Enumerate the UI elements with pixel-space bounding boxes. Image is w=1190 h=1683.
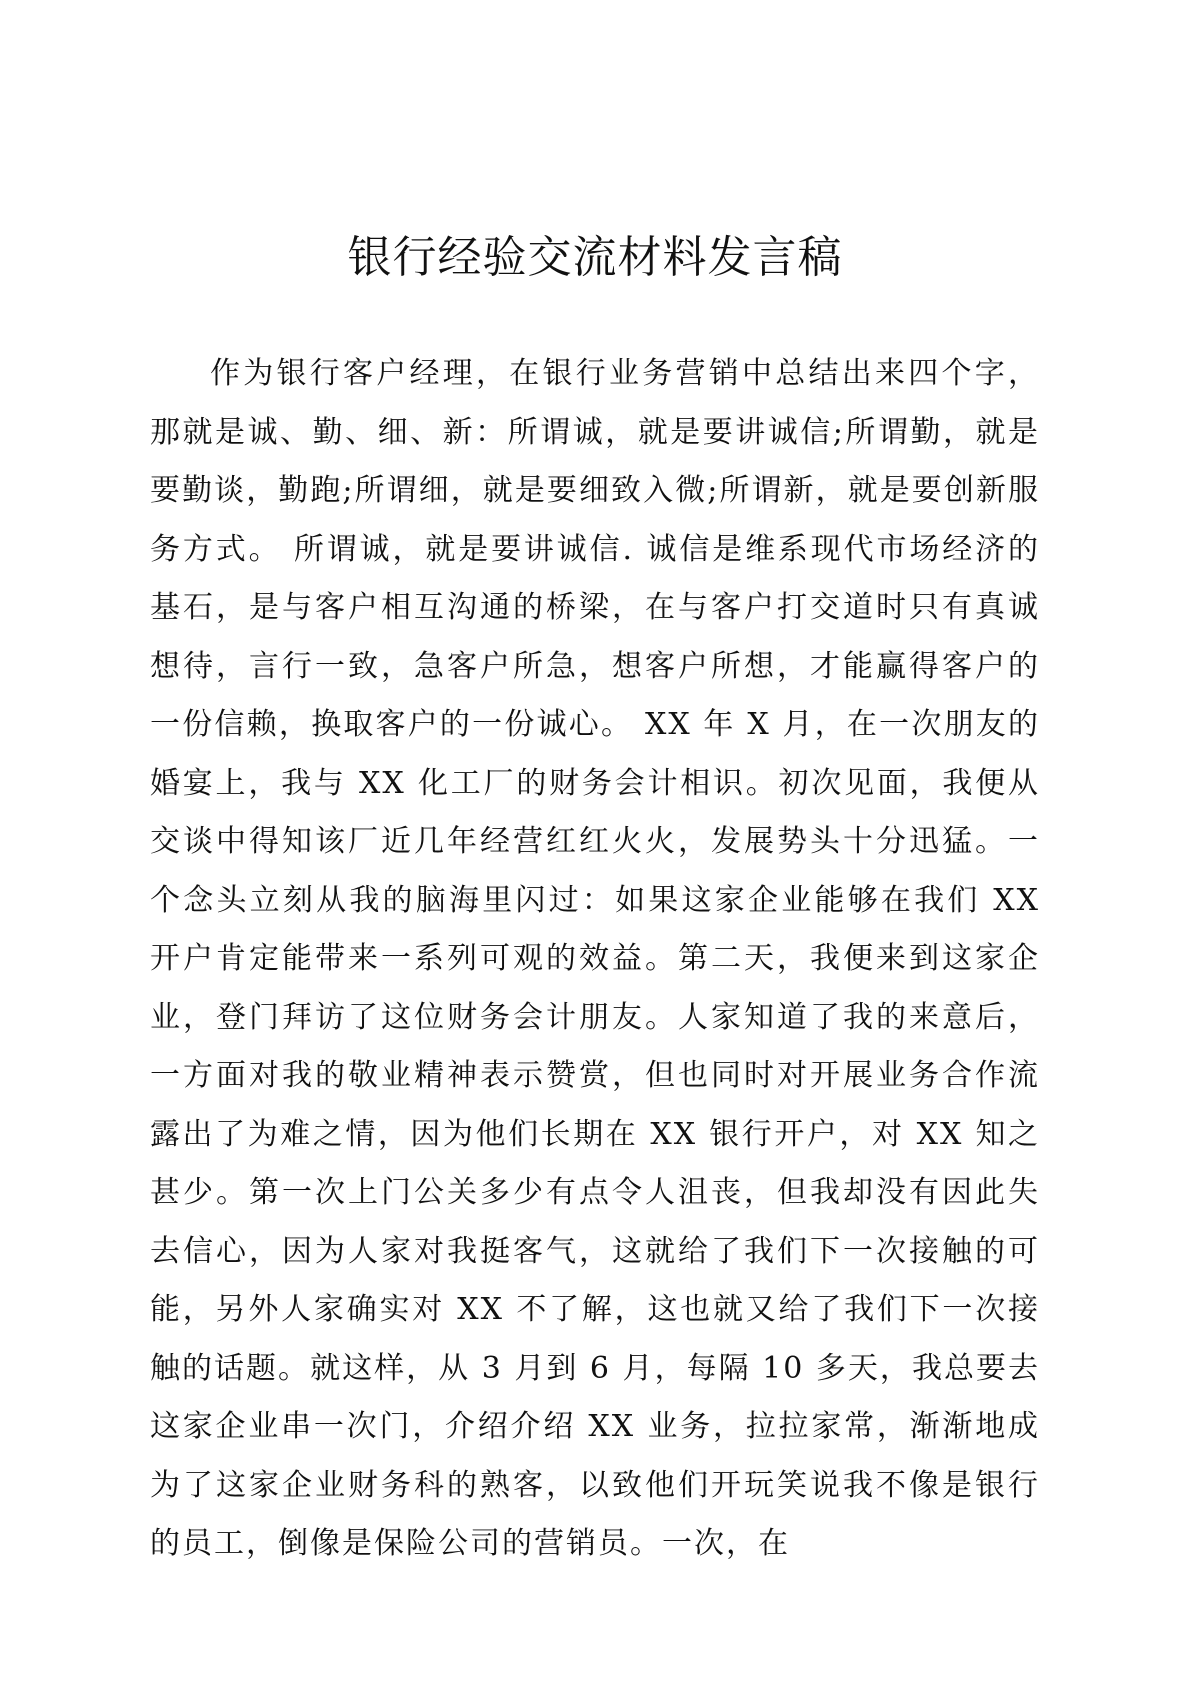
body-paragraph: 作为银行客户经理，在银行业务营销中总结出来四个字，那就是诚、勤、细、新：所谓诚，就是要讲诚信;所谓勤，就是要勤谈，勤跑;所谓细，就是要细致入微;所谓新，就是要创新服务方式。 所谓诚，就是要讲诚信. 诚信是维系现代市场经济的基石，是与客户相互沟通的桥梁，在与客户打交道时只有真诚想待，言行一致，急客户所急，想客户所想，才能赢得客户的一份信赖，换取客户的一份诚心。 XX 年 X 月，在一次朋友的婚宴上，我与 XX 化工厂的财务会计相识。初次见面，我便从交谈中得知该厂近几年经营红红火火，发展势头十分迅猛。一个念头立刻从我的脑海里闪过：如果这家企业能够在我们 XX 开户肯定能带来一系列可观的效益。第二天，我便来到这家企业，登门拜访了这位财务会计朋友。人家知道了我的来意后，一方面对我的敬业精神表示赞赏，但也同时对开展业务合作流露出了为难之情，因为他们长期在 XX 银行开户，对 XX 知之甚少。第一次上门公关多少有点令人沮丧，但我却没有因此失去信心，因为人家对我挺客气，这就给了我们下一次接触的可能，另外人家确实对 XX 不了解，这也就又给了我们下一次接触的话题。就这样，从 3 月到 6 月，每隔 10 多天，我总要去这家企业串一次门，介绍介绍 XX 业务，拉拉家常，渐渐地成为了这家企业财务科的熟客，以致他们开玩笑说我不像是银行的员工，倒像是保险公司的营销员。一次，在 — [150, 356, 1040, 1561]
document-title: 银行经验交流材料发言稿 — [347, 232, 843, 283]
